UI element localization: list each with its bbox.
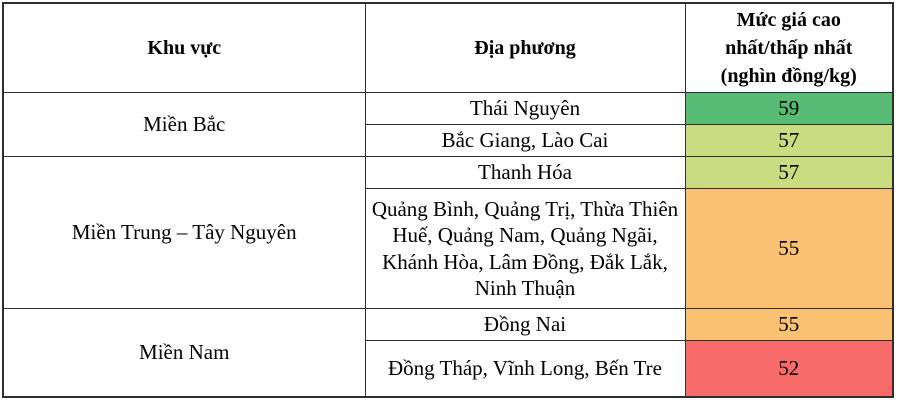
col-header-price-line2: nhất/thấp nhất	[725, 37, 853, 59]
locality-cell-dong-nai: Đồng Nai	[365, 309, 685, 341]
region-cell-mien-bac: Miền Bắc	[3, 93, 365, 157]
price-cell-59: 59	[685, 93, 893, 125]
region-cell-mien-trung-tay-nguyen: Miền Trung – Tây Nguyên	[3, 157, 365, 309]
table-row-thai-nguyen	[3, 93, 893, 125]
locality-cell-bac-giang-lao-cai: Bắc Giang, Lào Cai	[365, 125, 685, 157]
col-header-region: Khu vực	[3, 3, 365, 93]
table-row-thanh-hoa	[3, 157, 893, 189]
table-row-dong-nai	[3, 309, 893, 341]
price-cell-57-b: 57	[685, 157, 893, 189]
price-cell-55-a: 55	[685, 189, 893, 309]
price-cell-55-b: 55	[685, 309, 893, 341]
col-header-locality: Địa phương	[365, 3, 685, 93]
region-cell-mien-nam: Miền Nam	[3, 309, 365, 397]
price-cell-57-a: 57	[685, 125, 893, 157]
col-header-price	[685, 3, 893, 93]
locality-cell-dong-thap-group: Đồng Tháp, Vĩnh Long, Bến Tre	[365, 341, 685, 397]
header-row	[3, 3, 893, 93]
col-header-price-line1: Mức giá cao	[736, 9, 841, 31]
locality-cell-thai-nguyen: Thái Nguyên	[365, 93, 685, 125]
price-cell-52: 52	[685, 341, 893, 397]
col-header-price-line3: (nghìn đồng/kg)	[720, 65, 857, 87]
locality-cell-mien-trung-group: Quảng Bình, Quảng Trị, Thừa Thiên Huế, Quảng Nam, Quảng Ngãi, Khánh Hòa, Lâm Đồng, Đắk Lắk, Ninh Thuận	[365, 189, 685, 309]
price-table	[2, 2, 894, 398]
locality-cell-thanh-hoa: Thanh Hóa	[365, 157, 685, 189]
